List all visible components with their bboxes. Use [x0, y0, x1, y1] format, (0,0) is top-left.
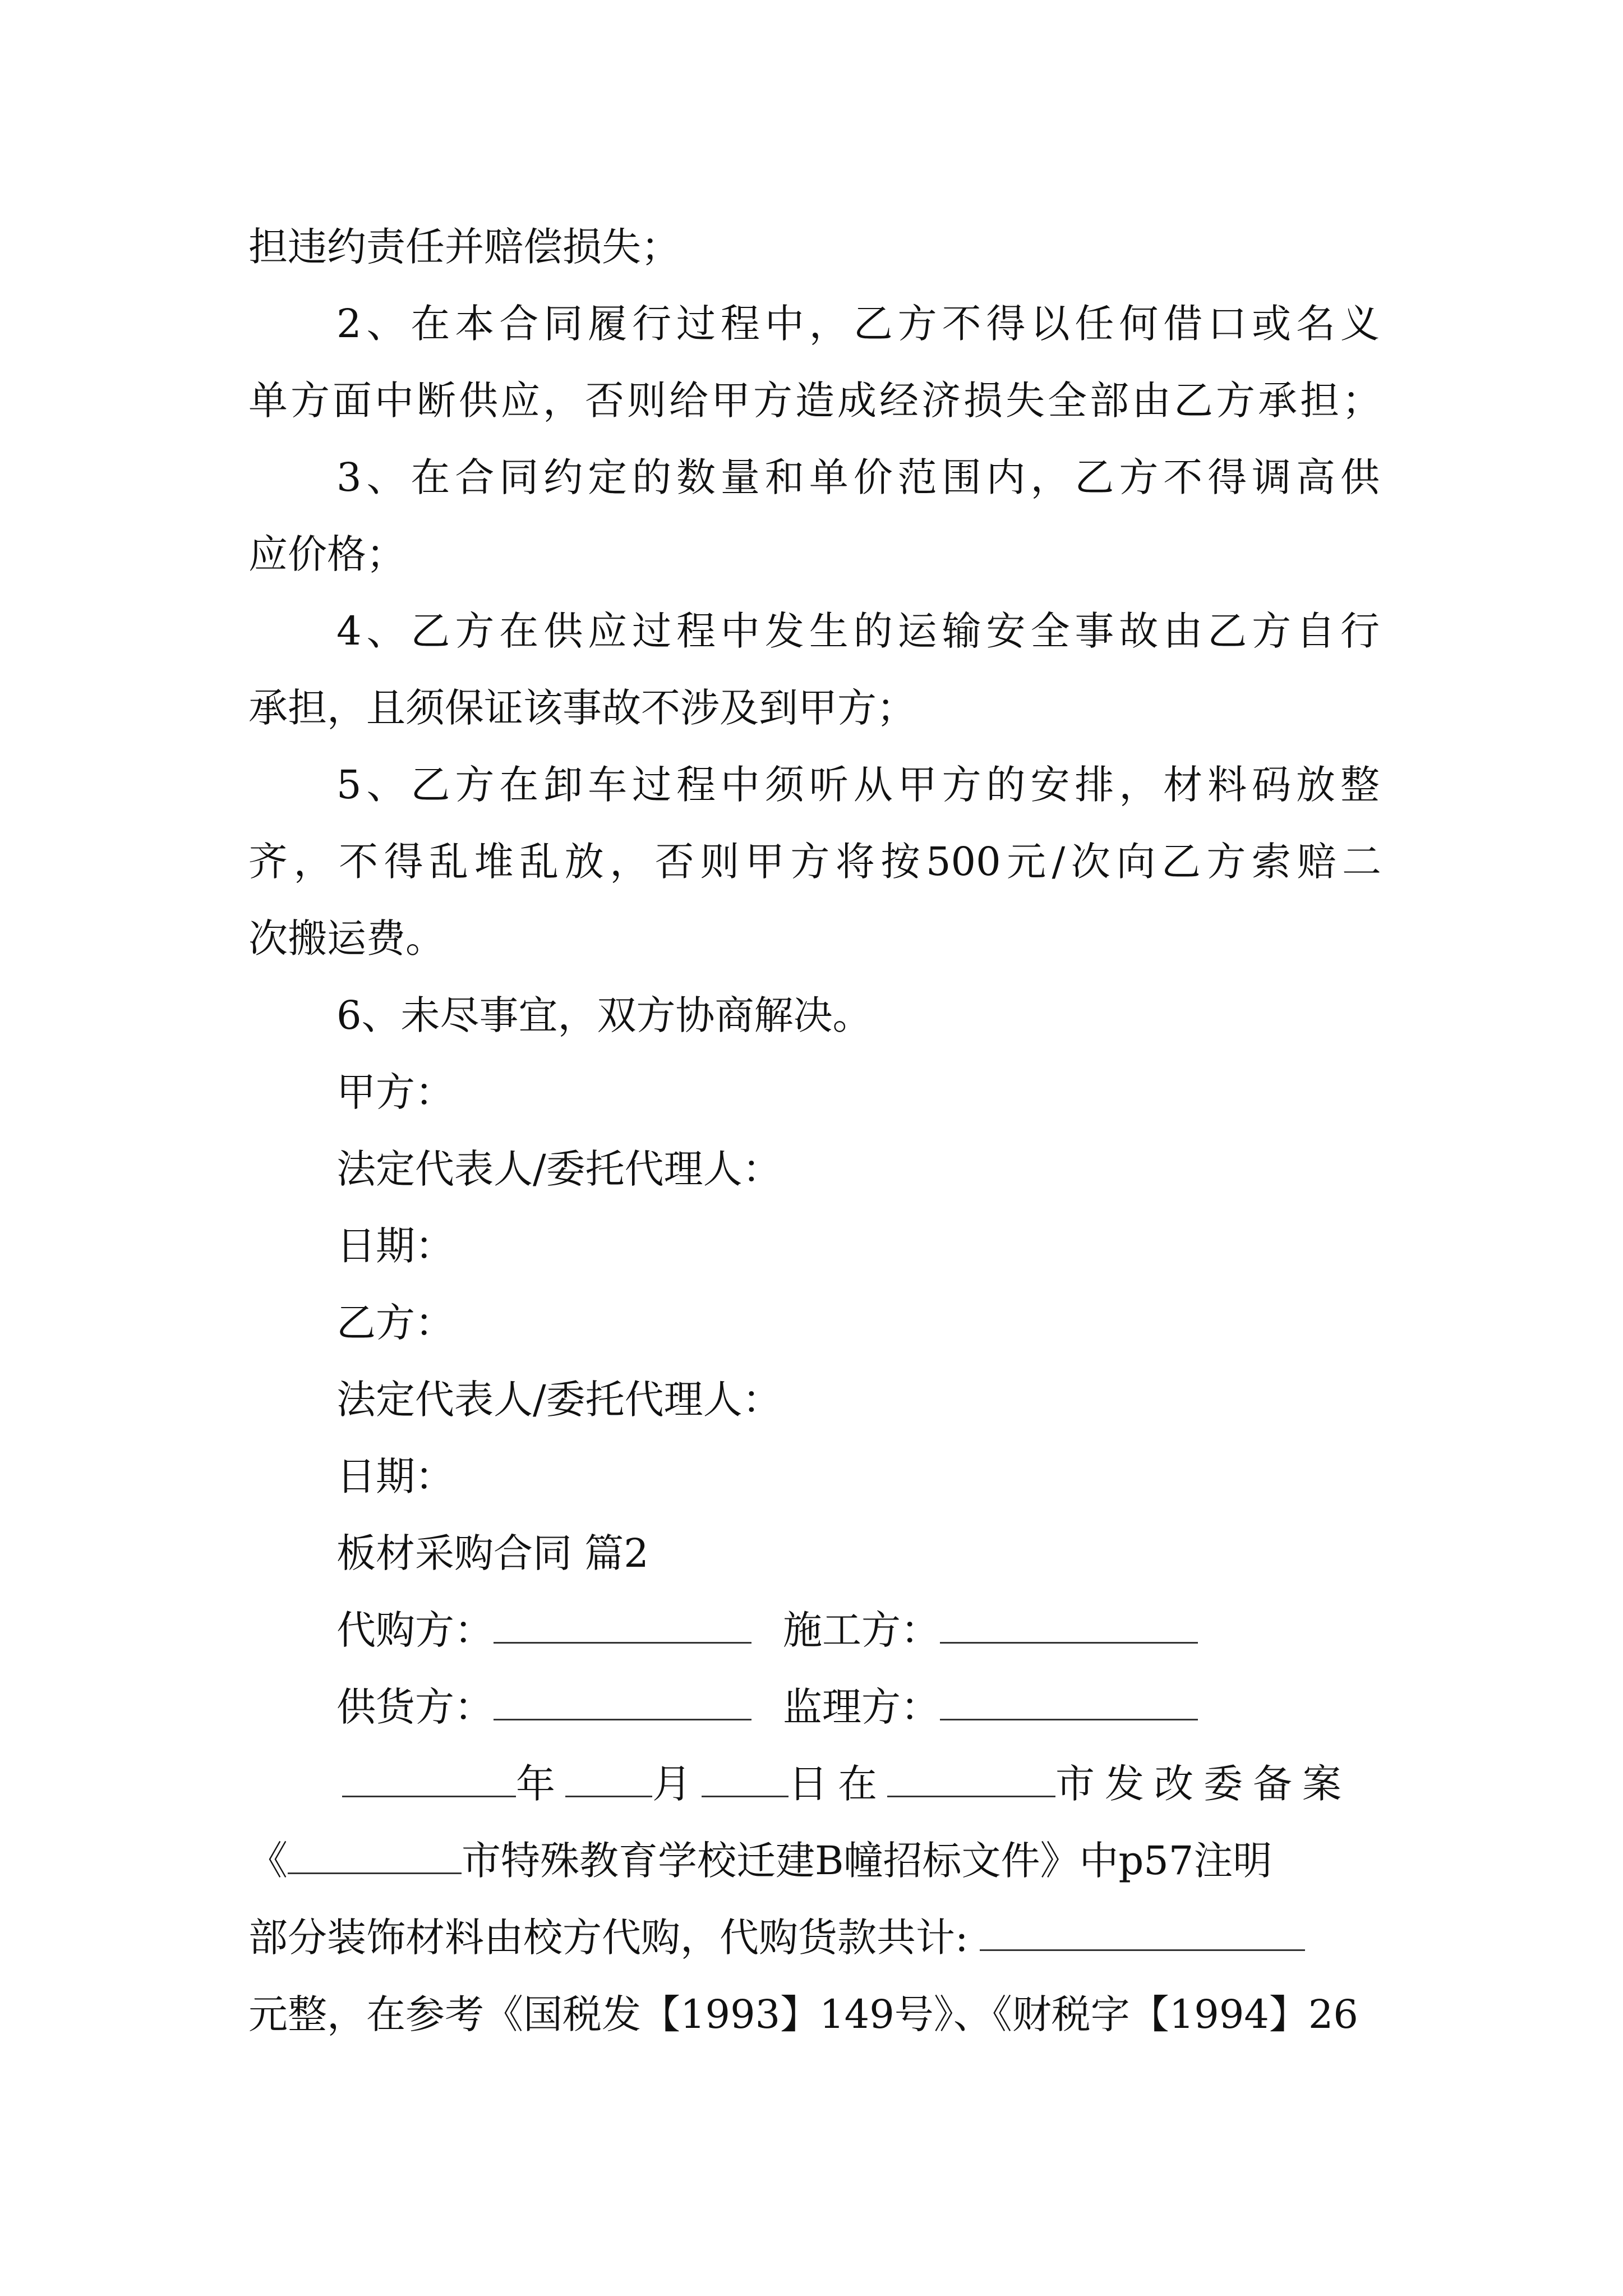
supplier-supervisor-row [336, 1679, 1198, 1735]
date-city-blank [342, 1759, 516, 1797]
purchaser-label: 代购方： [336, 1607, 494, 1653]
supplier-label: 供货方： [336, 1684, 494, 1730]
body-line-4: 元整，在参考《国税发【1993】149号》、《财税字【1994】26 [248, 1991, 1358, 2037]
city-blank [887, 1759, 1055, 1797]
body-line-1: 年 月 日在 市发改委备案 [342, 1756, 1352, 1812]
purchaser-blank [494, 1605, 751, 1644]
paragraph-line: 3、在合同约定的数量和单价范围内，乙方不得调高供 [336, 454, 1380, 500]
supervisor-blank [940, 1682, 1198, 1720]
paragraph-line: 齐，不得乱堆乱放，否则甲方将按500元/次向乙方索赔二 [248, 839, 1381, 885]
paragraph-line: 次搬运费。 [248, 915, 445, 961]
section-title: 板材采购合同 篇2 [336, 1530, 649, 1576]
paragraph-line: 应价格； [248, 531, 405, 577]
paragraph-line: 2、在本合同履行过程中，乙方不得以任何借口或名义 [336, 301, 1380, 347]
paragraph-line: 6、未尽事宜，双方协商解决。 [336, 992, 872, 1038]
paragraph-line: 担违约责任并赔偿损失； [248, 224, 680, 270]
supplier-blank [494, 1682, 751, 1720]
party-b-date-label: 日期： [336, 1453, 454, 1499]
supervisor-label: 监理方： [783, 1684, 940, 1730]
party-a-label: 甲方： [336, 1069, 454, 1115]
body-line-2: 《 市特殊教育学校迁建B幢招标文件》中p57注明 [248, 1833, 1272, 1889]
paragraph-line: 4、乙方在供应过程中发生的运输安全事故由乙方自行 [336, 608, 1380, 654]
paragraph-line: 承担，且须保证该事故不涉及到甲方； [248, 685, 916, 731]
day-blank [702, 1759, 789, 1797]
amount-blank [980, 1912, 1305, 1951]
purchaser-constructor-row [336, 1602, 1198, 1658]
party-a-date-label: 日期： [336, 1223, 454, 1269]
month-blank [565, 1759, 652, 1797]
paragraph-line: 5、乙方在卸车过程中须听从甲方的安排，材料码放整 [336, 762, 1380, 808]
city-name-blank [288, 1835, 462, 1874]
paragraph-line: 单方面中断供应，否则给甲方造成经济损失全部由乙方承担； [248, 378, 1381, 424]
party-a-representative-label: 法定代表人/委托代理人： [336, 1146, 782, 1192]
body-line-3: 部分装饰材料由校方代购，代购货款共计: [248, 1910, 1305, 1966]
party-b-label: 乙方： [336, 1300, 454, 1346]
constructor-label: 施工方： [783, 1607, 940, 1653]
party-b-representative-label: 法定代表人/委托代理人： [336, 1377, 782, 1423]
constructor-blank [940, 1605, 1198, 1644]
